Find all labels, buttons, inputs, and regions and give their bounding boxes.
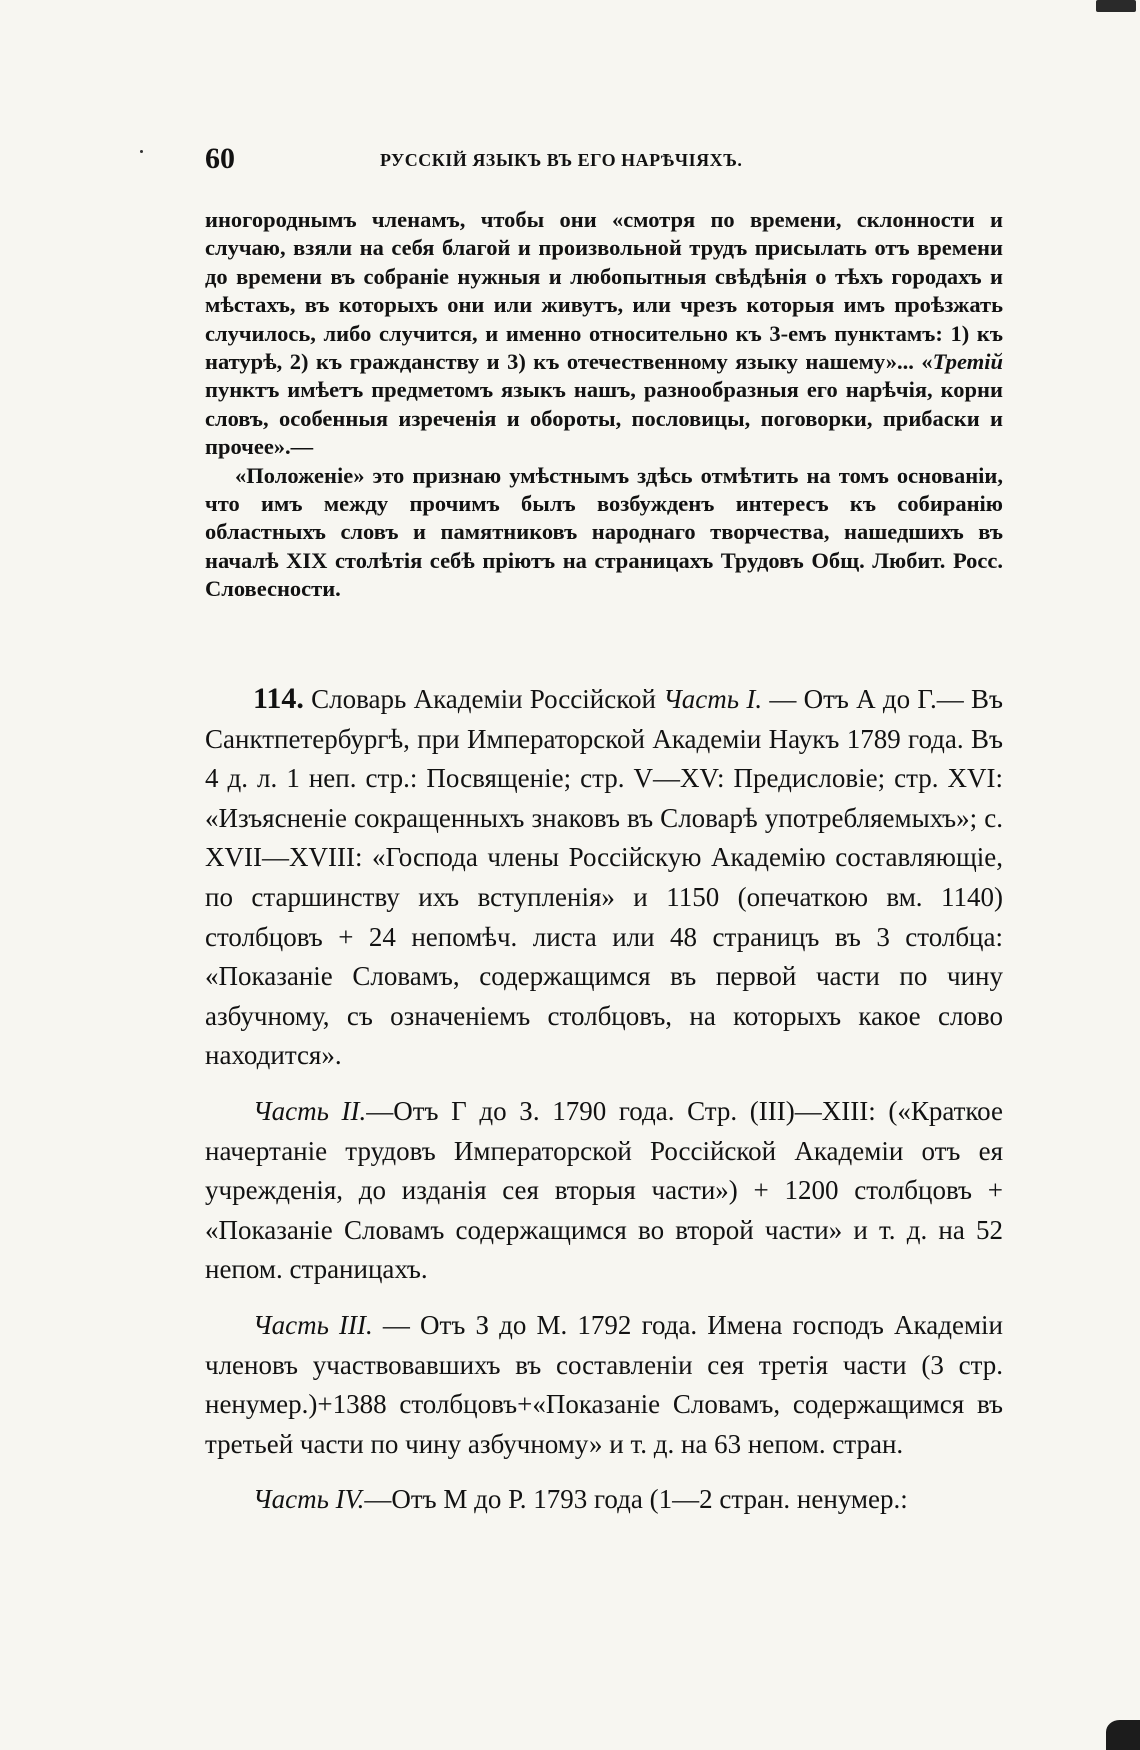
scan-smudge bbox=[1096, 0, 1136, 12]
running-title: РУССКІЙ ЯЗЫКЪ ВЪ ЕГО НАРѢЧІЯХЪ. bbox=[380, 150, 743, 170]
italic-text: Часть II. bbox=[253, 1095, 367, 1126]
paragraph bbox=[205, 206, 1003, 462]
italic-text: Часть I. bbox=[663, 684, 763, 714]
page-number: 60 bbox=[205, 142, 235, 175]
text-span: иногороднымъ членамъ, чтобы они «смотря по времени, склонности и случаю, взяли на себя благой и произвольной трудъ присылать отъ времени до времени въ собраніе нужныя и любопытныя свѣдѣнія о тѣхъ городахъ и мѣстахъ, въ которыхъ они или живутъ, или чрезъ которыя имъ проѣзжать случилось, либо случится, и именно относительно къ 3-емъ пунктамъ: 1) къ натурѣ, 2) къ гражданству и 3) къ отечественному языку нашему»... « bbox=[205, 207, 1003, 375]
text-span: —Отъ Г до З. 1790 года. Стр. (III)—XIII: («Краткое начертаніе трудовъ Императорской Россійской Академіи отъ ея учрежденія, до изданія сея вторыя части») + 1200 столбцовъ + «Показаніе Словамъ содержащимся во второй части» и т. д. на 52 непом. страницахъ. bbox=[205, 1095, 1003, 1285]
text-span: —Отъ М до Р. 1793 года (1—2 стран. ненумер.: bbox=[364, 1484, 908, 1515]
page-header bbox=[205, 142, 1003, 182]
paragraph: «Положеніе» это признаю умѣстнымъ здѣсь отмѣтить на томъ основаніи, что имъ между прочимъ былъ возбужденъ интересъ къ собиранію областныхъ словъ и памятниковъ народнаго творчества, нашедшихъ въ началѣ XIX столѣтія себѣ пріютъ на страницахъ Трудовъ Общ. Любит. Росс. Словесности. bbox=[205, 462, 1003, 602]
scan-speck bbox=[140, 150, 143, 153]
scan-smudge bbox=[1106, 1720, 1140, 1750]
italic-text: Часть IV. bbox=[253, 1484, 365, 1515]
continued-text-block bbox=[205, 206, 1003, 604]
entry-paragraph bbox=[205, 679, 1003, 1076]
bibliography-entry bbox=[205, 679, 1003, 1536]
text-span: — Отъ З до М. 1792 года. Имена господъ Академіи членовъ участвовавшихъ въ составленіи сея третія части (3 стр. ненумер.)+1388 столбцовъ+«Показаніе Словамъ, содержащимся въ третьей части по чину азбучному» и т. д. на 63 непом. стран. bbox=[205, 1309, 1003, 1459]
italic-text: Часть III. bbox=[253, 1309, 373, 1340]
entry-paragraph bbox=[205, 1092, 1003, 1290]
entry-paragraph bbox=[205, 1306, 1003, 1464]
text-span: пунктъ имѣетъ предметомъ языкъ нашъ, разнообразныя его нарѣчія, корни словъ, особенныя изреченія и обороты, пословицы, поговорки, прибаски и прочее».— bbox=[205, 377, 1003, 460]
entry-number: 114. bbox=[253, 682, 304, 715]
text-span: — Отъ А до Г.— Въ Санктпетербургѣ, при Императорской Академіи Наукъ 1789 года. Въ 4 д. л. 1 неп. стр.: Посвященіе; стр. V—XV: Предисловіе; стр. XVI: «Изъясненіе сокращенныхъ знаковъ въ Словарѣ употребляемыхъ»; с. XVII—XVIII: «Господа члены Россійскую Академію составляющіе, по старшинству ихъ вступленія» и 1150 (опечаткою вм. 1140) столбцовъ + 24 непомѣч. листа или 48 страницъ въ 3 столбца: «Показаніе Словамъ, содержащимся въ первой части по чину азбучному, съ означеніемъ столбцовъ, на которыхъ какое слово находится». bbox=[205, 684, 1003, 1071]
text-span: Словарь Академіи Россійской bbox=[303, 684, 664, 714]
italic-text: Третій bbox=[932, 349, 1003, 375]
entry-paragraph bbox=[205, 1480, 1003, 1520]
